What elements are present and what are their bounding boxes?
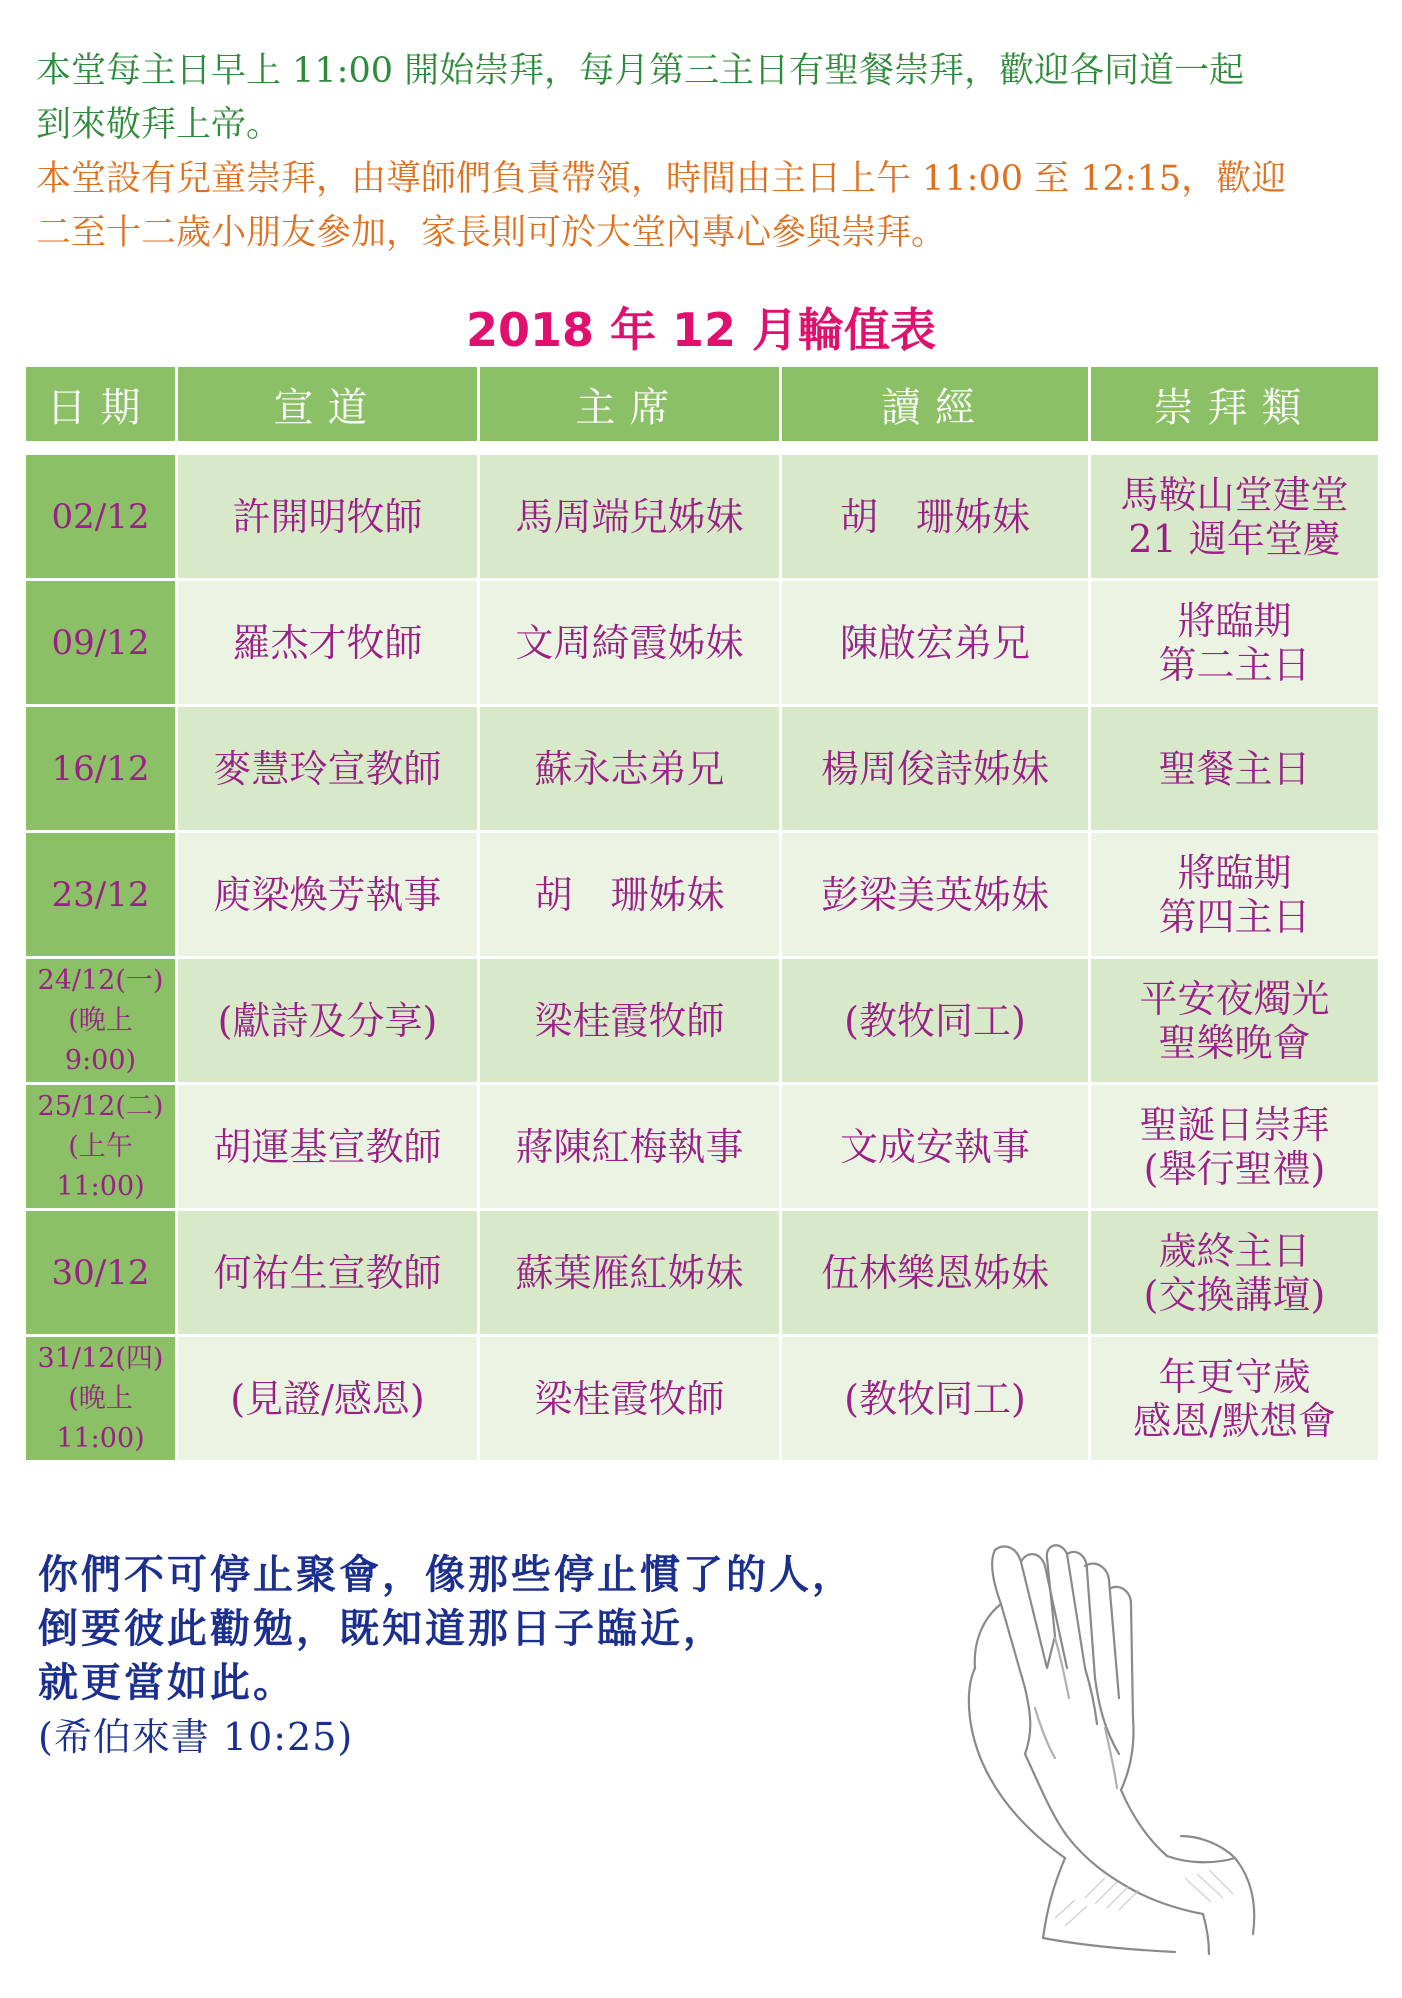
chair-cell: 馬周端兒姊妹 <box>479 454 781 580</box>
header-date: 日期 <box>25 366 177 443</box>
header-spacer <box>25 443 1380 454</box>
worship-type-cell <box>1090 832 1380 958</box>
date-cell <box>25 832 177 958</box>
date-cell-line: 23/12 <box>51 874 150 915</box>
chair-cell: 文周綺霞姊妹 <box>479 580 781 706</box>
worship-type-cell-line: 聖樂晚會 <box>1158 1020 1311 1065</box>
preacher-cell: 胡運基宣教師 <box>177 1084 479 1210</box>
worship-type-cell-line: 將臨期 <box>1177 850 1292 895</box>
children-worship-line-1: 本堂設有兒童崇拜，由導師們負責帶領，時間由主日上午 11:00 至 12:15，歡迎 <box>36 159 1287 199</box>
header-reading: 讀經 <box>781 366 1090 443</box>
roster-title: 2018 年 12 月輪值表 <box>465 303 937 357</box>
worship-type-cell-line: 將臨期 <box>1177 598 1292 643</box>
worship-type-cell <box>1090 706 1380 832</box>
chair-cell: 胡 珊姊妹 <box>479 832 781 958</box>
worship-type-cell-line: (舉行聖禮) <box>1143 1146 1326 1191</box>
date-cell <box>25 580 177 706</box>
date-cell-line: 9:00) <box>64 1044 137 1076</box>
date-cell-line: (上午 <box>68 1130 133 1162</box>
preacher-cell: (見證/感恩) <box>177 1336 479 1462</box>
date-cell <box>25 1210 177 1336</box>
worship-type-cell-line: 年更守歲 <box>1158 1354 1311 1399</box>
preacher-cell: 許開明牧師 <box>177 454 479 580</box>
worship-type-cell <box>1090 454 1380 580</box>
date-cell-line: 11:00) <box>56 1170 145 1202</box>
worship-type-cell-line: 21 週年堂慶 <box>1128 516 1341 561</box>
worship-time-line-1: 本堂每主日早上 11:00 開始崇拜，每月第三主日有聖餐崇拜，歡迎各同道一起 <box>36 51 1245 91</box>
date-cell-line: 16/12 <box>51 748 150 789</box>
preacher-cell: 庾梁煥芳執事 <box>177 832 479 958</box>
date-cell-line: (晚上 <box>68 1382 133 1414</box>
roster-body <box>25 454 1380 1462</box>
verse-line-1: 你們不可停止聚會，像那些停止慣了的人， <box>38 1551 855 1598</box>
reading-cell: 楊周俊詩姊妹 <box>781 706 1090 832</box>
date-cell-line: 31/12(四) <box>37 1342 164 1374</box>
bible-verse <box>38 1548 998 1764</box>
reading-cell: 文成安執事 <box>781 1084 1090 1210</box>
date-cell <box>25 1336 177 1462</box>
worship-type-cell <box>1090 1084 1380 1210</box>
date-cell <box>25 1084 177 1210</box>
verse-line-2: 倒要彼此勸勉，既知道那日子臨近， <box>38 1605 726 1652</box>
preacher-cell: (獻詩及分享) <box>177 958 479 1084</box>
preacher-cell: 麥慧玲宣教師 <box>177 706 479 832</box>
children-worship-line-2: 二至十二歲小朋友參加，家長則可於大堂內專心參與崇拜。 <box>36 213 947 253</box>
worship-type-cell <box>1090 580 1380 706</box>
date-cell-line: 11:00) <box>56 1422 145 1454</box>
chair-cell: 梁桂霞牧師 <box>479 1336 781 1462</box>
chair-cell: 蘇葉雁紅姊妹 <box>479 1210 781 1336</box>
praying-hands-icon <box>935 1518 1305 1958</box>
worship-type-cell <box>1090 1210 1380 1336</box>
date-cell-line: (晚上 <box>68 1004 133 1036</box>
date-cell-line: 02/12 <box>51 496 150 537</box>
date-cell <box>25 958 177 1084</box>
reading-cell: 伍林樂恩姊妹 <box>781 1210 1090 1336</box>
worship-type-cell-line: 馬鞍山堂建堂 <box>1120 472 1349 517</box>
date-cell-line: 30/12 <box>51 1252 150 1293</box>
date-cell-line: 09/12 <box>51 622 150 663</box>
duty-roster-table <box>23 364 1381 1463</box>
reading-cell: (教牧同工) <box>781 958 1090 1084</box>
header-preacher: 宣道 <box>177 366 479 443</box>
worship-type-cell-line: 聖誕日崇拜 <box>1139 1102 1330 1147</box>
chair-cell: 蔣陳紅梅執事 <box>479 1084 781 1210</box>
date-cell-line: 25/12(二) <box>37 1090 164 1122</box>
date-cell-line: 24/12(一) <box>37 964 164 996</box>
reading-cell: 胡 珊姊妹 <box>781 454 1090 580</box>
intro-text <box>36 44 1376 260</box>
worship-type-cell-line: 聖餐主日 <box>1158 746 1311 791</box>
roster-row <box>25 958 1380 1084</box>
roster-row <box>25 580 1380 706</box>
worship-type-cell-line: 第二主日 <box>1158 642 1311 687</box>
reading-cell: 彭梁美英姊妹 <box>781 832 1090 958</box>
roster-row <box>25 706 1380 832</box>
chair-cell: 梁桂霞牧師 <box>479 958 781 1084</box>
worship-type-cell <box>1090 1336 1380 1462</box>
reading-cell: (教牧同工) <box>781 1336 1090 1462</box>
roster-row <box>25 1336 1380 1462</box>
roster-row <box>25 1210 1380 1336</box>
header-row <box>25 366 1380 443</box>
worship-type-cell-line: 感恩/默想會 <box>1133 1398 1336 1443</box>
header-worship-type: 崇拜類 <box>1090 366 1380 443</box>
worship-type-cell-line: (交換講壇) <box>1143 1272 1326 1317</box>
worship-type-cell-line: 平安夜燭光 <box>1139 976 1330 1021</box>
roster-row <box>25 832 1380 958</box>
worship-type-cell-line: 歲終主日 <box>1158 1228 1311 1273</box>
chair-cell: 蘇永志弟兄 <box>479 706 781 832</box>
roster-row <box>25 454 1380 580</box>
header-chair: 主席 <box>479 366 781 443</box>
worship-type-cell <box>1090 958 1380 1084</box>
date-cell <box>25 454 177 580</box>
worship-type-cell-line: 第四主日 <box>1158 894 1311 939</box>
roster-row <box>25 1084 1380 1210</box>
date-cell <box>25 706 177 832</box>
preacher-cell: 羅杰才牧師 <box>177 580 479 706</box>
verse-line-3: 就更當如此。 <box>38 1659 296 1706</box>
verse-reference: (希伯來書 10:25) <box>38 1715 354 1759</box>
worship-time-line-2: 到來敬拜上帝。 <box>36 105 282 145</box>
preacher-cell: 何祐生宣教師 <box>177 1210 479 1336</box>
reading-cell: 陳啟宏弟兄 <box>781 580 1090 706</box>
